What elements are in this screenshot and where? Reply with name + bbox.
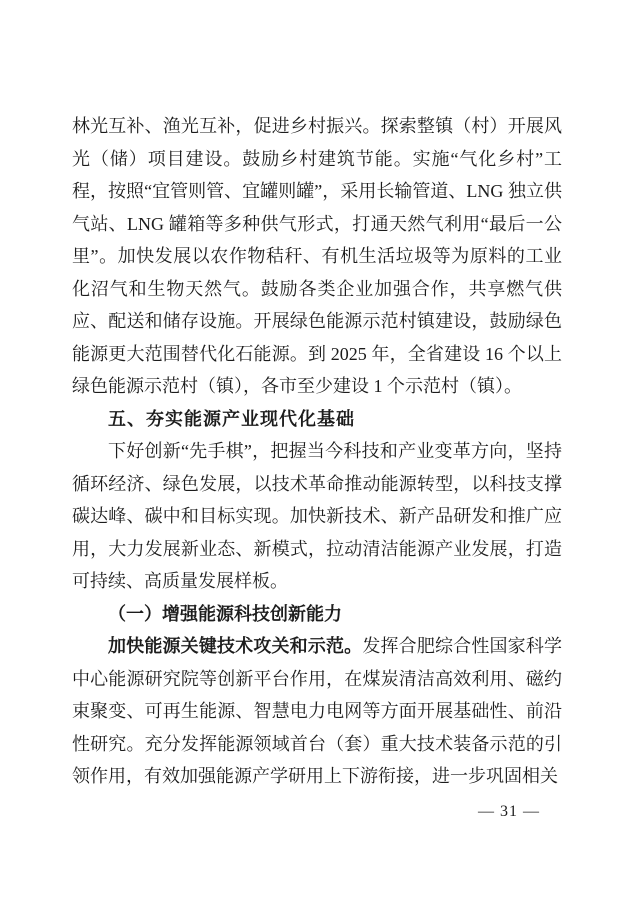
paragraph-key-technology-lead: 加快能源关键技术攻关和示范。 [108,636,363,656]
page-number: — 31 — [478,803,540,820]
subsection-heading-sci-tech-innovation: （一）增强能源科技创新能力 [108,603,342,624]
paragraph-key-technology-body: 发挥合肥综合性国家科学中心能源研究院等创新平台作用，在煤炭清洁高效利用、磁约束聚变、可再生能源、智慧电力电网等方面开展基础性、前沿性研究。充分发挥能源领域首台（套）重大技术装备示范的引领作用，有效加强能源产学研用上下游衔接，进一步巩固相关 [72,636,563,786]
section-heading-energy-industry-modernization: 五、夯实能源产业现代化基础 [108,408,355,429]
paragraph-innovation-intro: 下好创新“先手棋”，把握当今科技和产业变革方向，坚持循环经济、绿色发展，以技术革命推动能源转型，以科技支撑碳达峰、碳中和目标实现。加快新技术、新产品研发和推广应用，大力发展新业态、新模式，拉动清洁能源产业发展，打造可持续、高质量发展样板。 [72,441,562,591]
paragraph-key-technology [72,630,562,793]
paragraph-rural-energy: 林光互补、渔光互补，促进乡村振兴。探索整镇（村）开展风光（储）项目建设。鼓励乡村建筑节能。实施“气化乡村”工程，按照“宜管则管、宜罐则罐”，采用长输管道、LNG 独立供气站、LNG 罐箱等多种供气形式，打通天然气利用“最后一公里”。加快发展以农作物秸秆、有机生活垃圾等为原料的工业化沼气和生物天然气。鼓励各类企业加强合作，共享燃气供应、配送和储存设施。开展绿色能源示范村镇建设，鼓励绿色能源更大范围替代化石能源。到 2025 年，全省建设 16 个以上绿色能源示范村（镇），各市至少建设 1 个示范村（镇）。 [72,116,562,396]
document-body [72,110,562,793]
